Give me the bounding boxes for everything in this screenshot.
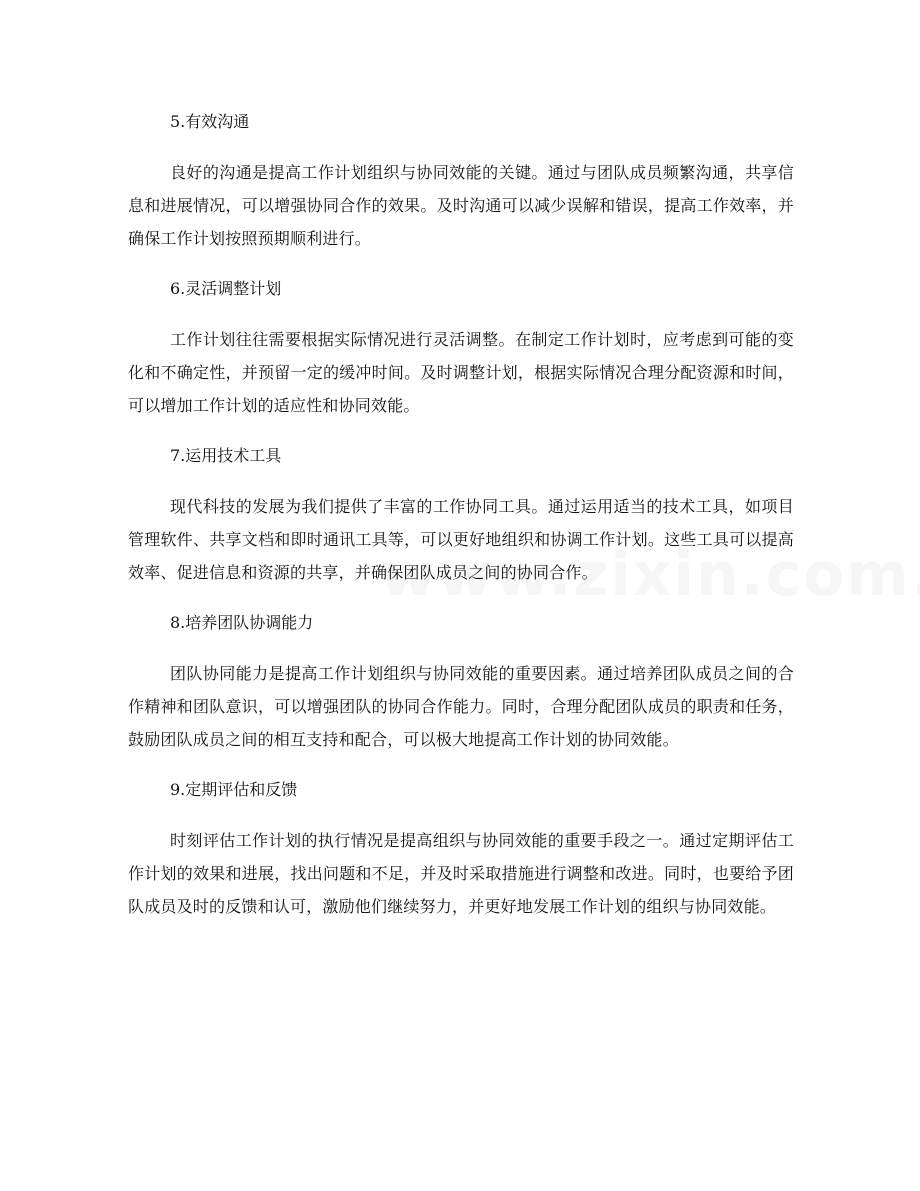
section-8 (128, 607, 794, 756)
section-7 (128, 440, 794, 589)
section-paragraph: 良好的沟通是提高工作计划组织与协同效能的关键。通过与团队成员频繁沟通，共享信息和进展情况，可以增强协同合作的效果。及时沟通可以减少误解和错误，提高工作效率，并确保工作计划按照预期顺利进行。 (128, 163, 794, 248)
section-heading: 6.灵活调整计划 (170, 279, 282, 298)
section-paragraph: 现代科技的发展为我们提供了丰富的工作协同工具。通过运用适当的技术工具，如项目管理软件、共享文档和即时通讯工具等，可以更好地组织和协调工作计划。这些工具可以提高效率、促进信息和资源的共享，并确保团队成员之间的协同合作。 (128, 497, 794, 582)
section-heading: 8.培养团队协调能力 (170, 613, 314, 632)
section-heading: 5.有效沟通 (170, 112, 250, 131)
section-paragraph: 时刻评估工作计划的执行情况是提高组织与协同效能的重要手段之一。通过定期评估工作计划的效果和进展，找出问题和不足，并及时采取措施进行调整和改进。同时，也要给予团队成员及时的反馈和认可，激励他们继续努力，并更好地发展工作计划的组织与协同效能。 (128, 831, 794, 916)
section-6 (128, 273, 794, 422)
section-5 (128, 106, 794, 255)
document-content (128, 106, 794, 941)
section-paragraph: 团队协同能力是提高工作计划组织与协同效能的重要因素。通过培养团队成员之间的合作精神和团队意识，可以增强团队的协同合作能力。同时，合理分配团队成员的职责和任务，鼓励团队成员之间的相互支持和配合，可以极大地提高工作计划的协同效能。 (128, 664, 794, 749)
section-heading: 7.运用技术工具 (170, 446, 282, 465)
section-9 (128, 774, 794, 923)
section-paragraph: 工作计划往往需要根据实际情况进行灵活调整。在制定工作计划时，应考虑到可能的变化和不确定性，并预留一定的缓冲时间。及时调整计划，根据实际情况合理分配资源和时间，可以增加工作计划的适应性和协同效能。 (128, 330, 794, 415)
section-heading: 9.定期评估和反馈 (170, 780, 298, 799)
